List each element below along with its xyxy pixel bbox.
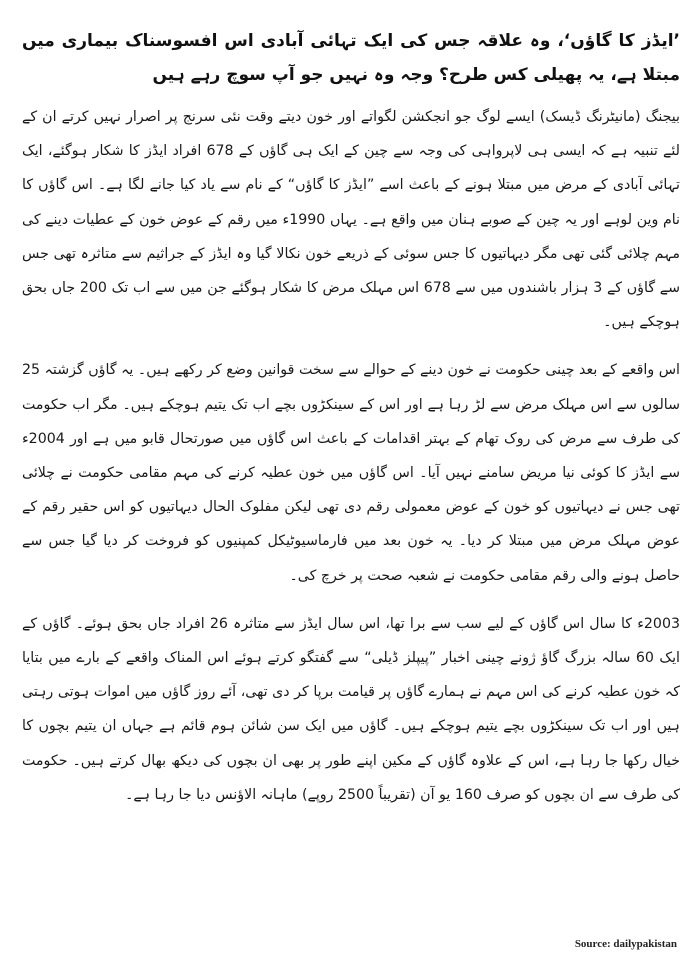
- article: [22, 24, 680, 826]
- article-paragraph-2: اس واقعے کے بعد چینی حکومت نے خون دینے کے حوالے سے سخت قوانین وضع کر رکھے ہیں۔ یہ گاؤں گزشتہ 25 سالوں سے اس مہلک مرض سے لڑ رہا ہے اور اس کے سینکڑوں بچے اب تک یتیم ہوچکے ہیں۔ مگر اب حکومت کی طرف سے مرض کی روک تھام کے بہتر اقدامات کے باعث اس گاؤں میں صورتحال قابو میں ہے اور 2004ء سے ایڈز کا کوئی نیا مریض سامنے نہیں آیا۔ اس گاؤں میں خون عطیہ کرنے کی مہم مقامی حکومت نے چلائی تھی جس نے دیہاتیوں کو خون کے عوض معمولی رقم دی تھی لیکن مفلوک الحال دیہاتیوں کو اس حقیر رقم کے عوض مہلک مرض میں مبتلا کر دیا۔ یہ خون بعد میں فارماسیوٹیکل کمپنیوں کو فروخت کر دیا گیا جس سے حاصل ہونے والی رقم مقامی حکومت نے شعبہ صحت پر خرچ کی۔: [22, 362, 680, 584]
- article-paragraph-3: 2003ء کا سال اس گاؤں کے لیے سب سے برا تھا، اس سال ایڈز سے متاثرہ 26 افراد جاں بحق ہوئے۔ گاؤں کے ایک 60 سالہ بزرگ گاؤ ژونے چینی اخبار ”پیپلز ڈیلی“ سے گفتگو کرتے ہوئے اس المناک واقعے کے بارے میں بتایا کہ خون عطیہ کرنے کی اس مہم نے ہمارے گاؤں پر قیامت برپا کر دی تھی، آئے روز گاؤں میں اموات ہوتی رہتی ہیں اور اب تک سینکڑوں بچے یتیم ہوچکے ہیں۔ گاؤں میں ایک سن شائن ہوم قائم ہے جہاں ان یتیم بچوں کا خیال رکھا جا رہا ہے، اس کے علاوہ گاؤں کے مکین اپنے طور پر بھی ان بچوں کی دیکھ بھال کرتے ہیں۔ حکومت کی طرف سے ان بچوں کو صرف 160 یو آن (تقریباً 2500 روپے) ماہانہ الاؤنس دیا جا رہا ہے۔: [22, 615, 680, 803]
- article-headline: ’ایڈز کا گاؤں‘، وہ علاقہ جس کی ایک تہائی آبادی اس افسوسناک بیماری میں مبتلا ہے، یہ پھیلی کس طرح؟ وجہ وہ نہیں جو آپ سوچ رہے ہیں: [22, 31, 680, 85]
- source-credit: Source: dailypakistan: [574, 938, 677, 950]
- article-paragraph-1: بیجنگ (مانیٹرنگ ڈیسک) ایسے لوگ جو انجکشن لگواتے اور خون دیتے وقت نئی سرنج پر اصرار نہیں کرتے ان کے لئے تنبیہ ہے کہ ایسی ہی لاپرواہی کی وجہ سے چین کے ایک ہی گاؤں کے 678 افراد ایڈز کا شکار ہوگئے، ایک تہائی آبادی کے مرض میں مبتلا ہونے کے باعث اسے ”ایڈز کا گاؤں“ کے نام سے یاد کیا جانے لگا ہے۔ اس گاؤں کا نام وین لوہے اور یہ چین کے صوبے ہنان میں واقع ہے۔ یہاں 1990ء میں رقم کے عوض خون کے عطیات دینے کی مہم چلائی گئی تھی مگر دیہاتیوں کا جس سوئی کے ذریعے خون نکالا گیا وہ ایڈز کے جراثیم سے متاثرہ تھی جس سے گاؤں کے 3 ہزار باشندوں میں سے 678 اس مہلک مرض کا شکار ہوگئے جن میں سے اب تک 200 جاں بحق ہوچکے ہیں۔: [22, 109, 681, 331]
